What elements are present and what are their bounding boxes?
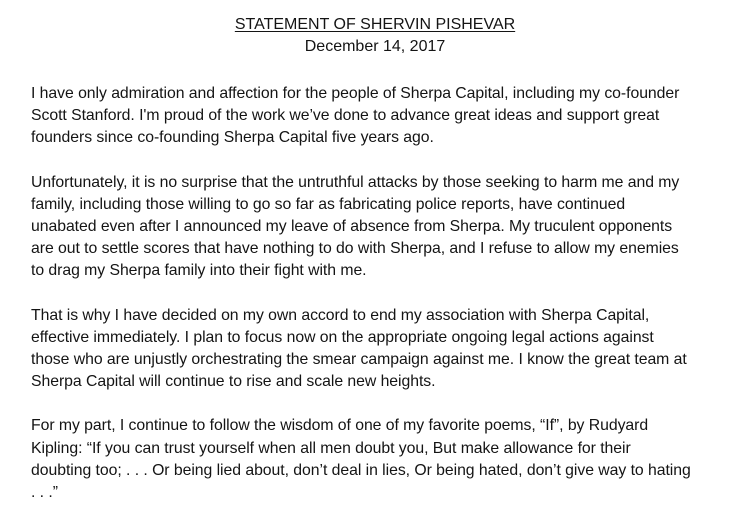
paragraph-line: effective immediately. I plan to focus now on the appropriate ongoing legal actions against	[31, 328, 654, 346]
paragraph-line: Unfortunately, it is no surprise that the untruthful attacks by those seeking to harm me and my	[31, 173, 680, 191]
statement-date: December 14, 2017	[304, 38, 446, 55]
paragraph-line: family, including those willing to go so far as fabricating police reports, have continued	[31, 195, 626, 213]
paragraph-line: those who are unjustly orchestrating the smear campaign against me. I know the great team at	[31, 351, 687, 369]
paragraph-line: are out to settle scores that have nothing to do with Sherpa, and I refuse to allow my enemies	[31, 240, 679, 258]
paragraph-line: unabated even after I announced my leave of absence from Sherpa. My truculent opponents	[31, 218, 673, 236]
paragraph-1	[31, 83, 730, 150]
paragraph-3	[31, 305, 730, 394]
paragraph-line: Kipling: “If you can trust yourself when all men doubt you, But make allowance for their	[31, 439, 631, 457]
paragraph-line: to drag my Sherpa family into their fight with me.	[31, 262, 367, 280]
paragraph-line: That is why I have decided on my own accord to end my association with Sherpa Capital,	[31, 306, 650, 324]
paragraph-4	[31, 415, 730, 504]
paragraph-line: For my part, I continue to follow the wisdom of one of my favorite poems, “If”, by Rudyard	[31, 417, 649, 435]
paragraph-2	[31, 172, 730, 283]
statement-title: STATEMENT OF SHERVIN PISHEVAR	[234, 16, 516, 33]
paragraph-line: Sherpa Capital will continue to rise and scale new heights.	[31, 373, 436, 391]
paragraph-line: I have only admiration and affection for the people of Sherpa Capital, including my co-founder	[31, 85, 680, 102]
statement-header	[20, 14, 730, 58]
paragraph-line: doubting too; . . . Or being lied about, don’t deal in lies, Or being hated, don’t give way to hating	[31, 461, 691, 479]
paragraph-line: founders since co-founding Sherpa Capital five years ago.	[31, 129, 434, 147]
paragraph-line: . . .”	[31, 484, 58, 502]
paragraph-line: Scott Stanford. I'm proud of the work we’ve done to advance great ideas and support great	[31, 107, 660, 125]
